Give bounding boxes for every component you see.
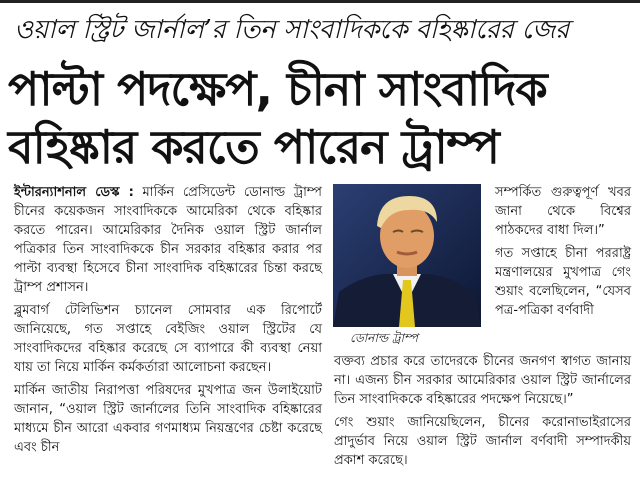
paragraph-5: গত সপ্তাহে চীনা পররাষ্ট্র মন্ত্রণালয়ের মুখপাত্র গেং শুয়াং বলেছিলেন, “যেসব পত্র-পত্রিকা বর্ণবাদী [495,246,631,318]
headline-line-1: পাল্টা পদক্ষেপ, চীনা সাংবাদিক [8,62,547,116]
paragraph-5-continued: বক্তব্য প্রচার করে তাদেরকে চীনের জনগণ স্বাগত জানায় না। এজন্য চীন সরকার আমেরিকার ওয়াল স্ট্রিট জার্নালের তিন সাংবাদিককে বহিষ্কারের পদক্ষেপ নিয়েছে।” [334,354,631,407]
paragraph-4: সম্পর্কিত গুরুত্বপূর্ণ খবর জানা থেকে বিশ্বের পাঠকদের বাধা দিল।” [495,185,631,238]
portrait-illustration [333,184,481,327]
trump-photo [333,184,481,327]
article-column-bottom [334,352,631,474]
paragraph-2: ব্লুমবার্গ টেলিভিশন চ্যানেল সোমবার এক রিপোর্টে জানিয়েছে, গত সপ্তাহে বেইজিং ওয়াল স্ট্রিটের যে সাংবাদিকদের বহিষ্কার করেছে সে ব্যাপারে কী ব্যবস্থা নেয়া যায় তা নিয়ে মার্কিন কর্মকর্তারা আলোচনা করছেন। [14,303,322,375]
article-column-left [14,183,322,461]
kicker: ওয়াল স্ট্রিট জার্নাল’র তিন সাংবাদিককে বহিষ্কারের জের [14,15,570,45]
dateline: ইন্টারন্যাশনাল ডেস্ক : [14,185,134,200]
top-rule [0,0,640,3]
paragraph-3: মার্কিন জাতীয় নিরাপত্তা পরিষদের মুখপাত্র জন উলাইয়োট জানান, “ওয়াল স্ট্রিট জার্নালের তিনি সাংবাদিক বহিষ্কারের মাধ্যমে চীন আরো একবার গণমাধ্যম নিয়ন্ত্রণের চেষ্টা করেছে এবং চীন [14,383,322,455]
photo-caption: ডোনাল্ড ট্রাম্প [350,331,418,345]
paragraph-1 [14,183,322,297]
paragraph-1-text: মার্কিন প্রেসিডেন্ট ডোনাল্ড ট্রাম্প চীনের কয়েকজন সাংবাদিককে আমেরিকা থেকে বহিষ্কার করতে পারেন। আমেরিকার দৈনিক ওয়াল স্ট্রিট জার্নাল পত্রিকার তিন সাংবাদিককে চীন সরকার বহিষ্কার করার পর পাল্টা ব্যবস্থা হিসেবে চীনা সাংবাদিক বহিষ্কারের চিন্তা করছে ট্রাম্প প্রশাসন। [14,185,322,295]
headline [8,60,632,176]
headline-line-2: বহিষ্কার করতে পারেন ট্রাম্প [8,120,499,174]
article-column-right [495,183,631,324]
paragraph-6: গেং শুয়াং জানিয়েছিলেন, চীনের করোনাভাইরাসের প্রাদুর্ভাব নিয়ে ওয়াল স্ট্রিট জার্নাল বর্ণবাদী সম্পাদকীয় প্রকাশ করেছে। [334,415,631,468]
